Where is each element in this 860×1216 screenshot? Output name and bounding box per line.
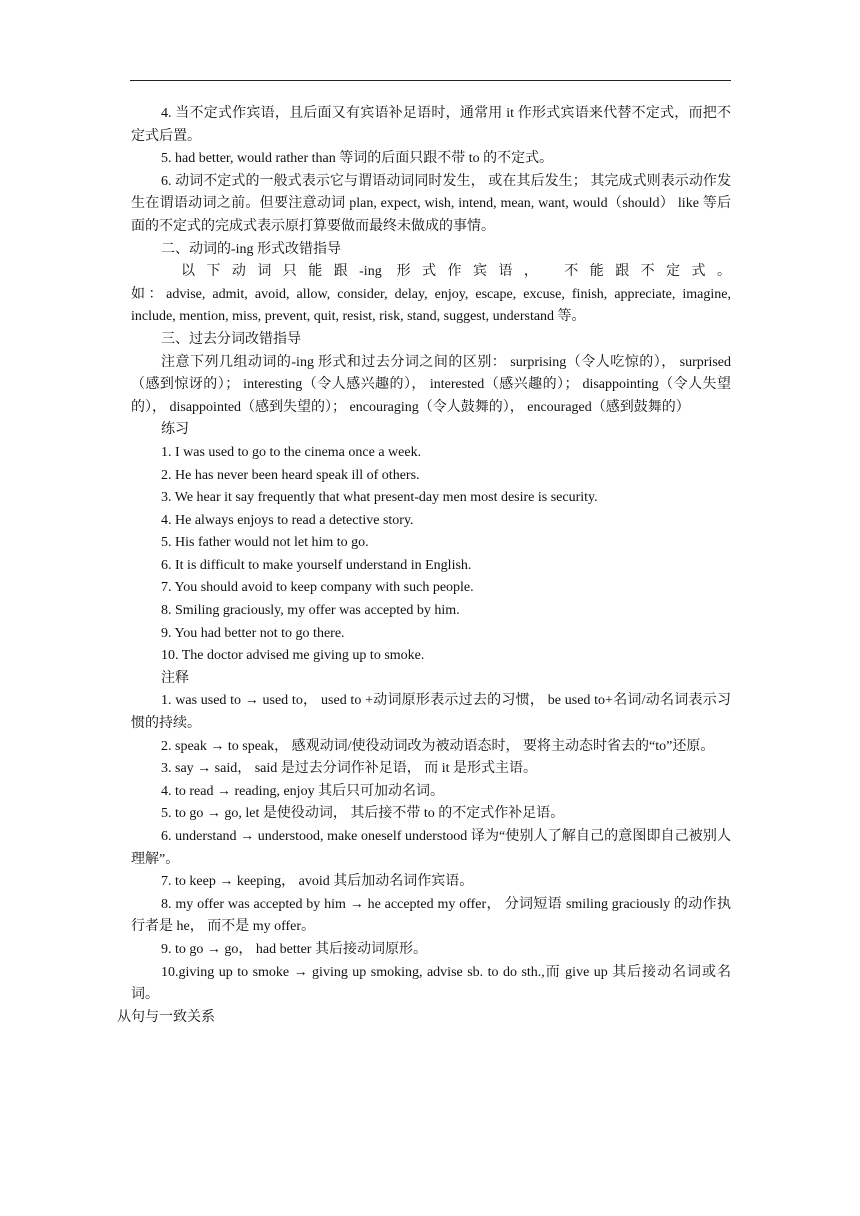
note-item: 3. say → said， said 是过去分词作补足语， 而 it 是形式主语。 (161, 761, 538, 777)
paragraph-ing-verb-list: 如：advise, admit, avoid, allow, consider, delay, enjoy, escape, excuse, finish, appreciate, imagine, include, mention, miss, prevent, quit, resist, risk, stand, suggest, understand 等。 (131, 286, 731, 325)
exercise-item: 7. You should avoid to keep company with such people. (161, 580, 474, 596)
note-item: 8. my offer was accepted by him → he accepted my offer， 分词短语 smiling graciously 的动作执行者是 he， 而不是 my offer。 (131, 896, 731, 935)
paragraph-infinitive-rule-5: 5. had better, would rather than 等词的后面只跟不带 to 的不定式。 (161, 151, 554, 167)
exercise-item: 2. He has never been heard speak ill of others. (161, 467, 420, 483)
note-item: 4. to read → reading, enjoy 其后只可加动名词。 (161, 783, 445, 799)
paragraph-ing-only-verbs: 以下动词只能跟-ing 形式作宾语， 不能跟不定式。 (181, 264, 731, 280)
exercise-item: 6. It is difficult to make yourself understand in English. (161, 557, 472, 573)
exercise-item: 1. I was used to go to the cinema once a week. (161, 444, 422, 460)
next-section-heading: 从句与一致关系 (117, 1009, 215, 1025)
exercise-item: 9. You had better not to go there. (161, 625, 345, 641)
note-item: 7. to keep → keeping， avoid 其后加动名词作宾语。 (161, 874, 474, 890)
exercise-heading: 练习 (161, 422, 189, 438)
paragraph-infinitive-rule-4: 4. 当不定式作宾语，且后面又有宾语补足语时，通常用 it 作形式宾语来代替不定式，而把不定式后置。 (131, 106, 731, 144)
note-item: 6. understand → understood, make oneself understood 译为“使别人了解自己的意图即自己被别人理解”。 (131, 829, 731, 867)
exercise-item: 10. The doctor advised me giving up to smoke. (161, 648, 425, 664)
note-item: 5. to go → go, let 是使役动词， 其后接不带 to 的不定式作补足语。 (161, 806, 565, 822)
notes-heading: 注释 (161, 670, 189, 686)
note-item: 1. was used to → used to， used to +动词原形表示过去的习惯， be used to+名词/动名词表示习惯的持续。 (131, 693, 731, 732)
document-body (117, 103, 731, 1029)
exercise-item: 3. We hear it say frequently that what present-day men most desire is security. (161, 490, 598, 506)
paragraph-infinitive-rule-6: 6. 动词不定式的一般式表示它与谓语动词同时发生， 或在其后发生； 其完成式则表示动作发生在谓语动词之前。但要注意动词 plan, expect, wish, intend, mean, want, would（should） like 等后面的不定式的完成式表示原打算要做而最终未做成的事情。 (131, 173, 731, 234)
note-item: 2. speak → to speak， 感观动词/使役动词改为被动语态时， 要将主动态时省去的“to”还原。 (161, 738, 715, 754)
paragraph-participle-distinction: 注意下列几组动词的-ing 形式和过去分词之间的区别： surprising（令人吃惊的）， surprised（感到惊讶的）； interesting（令人感兴趣的）， interested（感兴趣的）； disappointing（令人失望的）， disappointed（感到失望的）； encouraging（令人鼓舞的）， encouraged（感到鼓舞的） (131, 354, 731, 415)
section-heading-ing-form: 二、动词的-ing 形式改错指导 (161, 241, 342, 257)
exercise-item: 5. His father would not let him to go. (161, 535, 369, 551)
note-item: 9. to go → go， had better 其后接动词原形。 (161, 941, 427, 957)
exercise-item: 4. He always enjoys to read a detective story. (161, 512, 414, 528)
section-heading-past-participle: 三、过去分词改错指导 (161, 331, 301, 347)
exercise-item: 8. Smiling graciously, my offer was accepted by him. (161, 603, 460, 619)
note-item: 10.giving up to smoke → giving up smoking, advise sb. to do sth.,而 give up 其后接动名词或名词。 (131, 964, 731, 1003)
header-rule (130, 80, 731, 81)
